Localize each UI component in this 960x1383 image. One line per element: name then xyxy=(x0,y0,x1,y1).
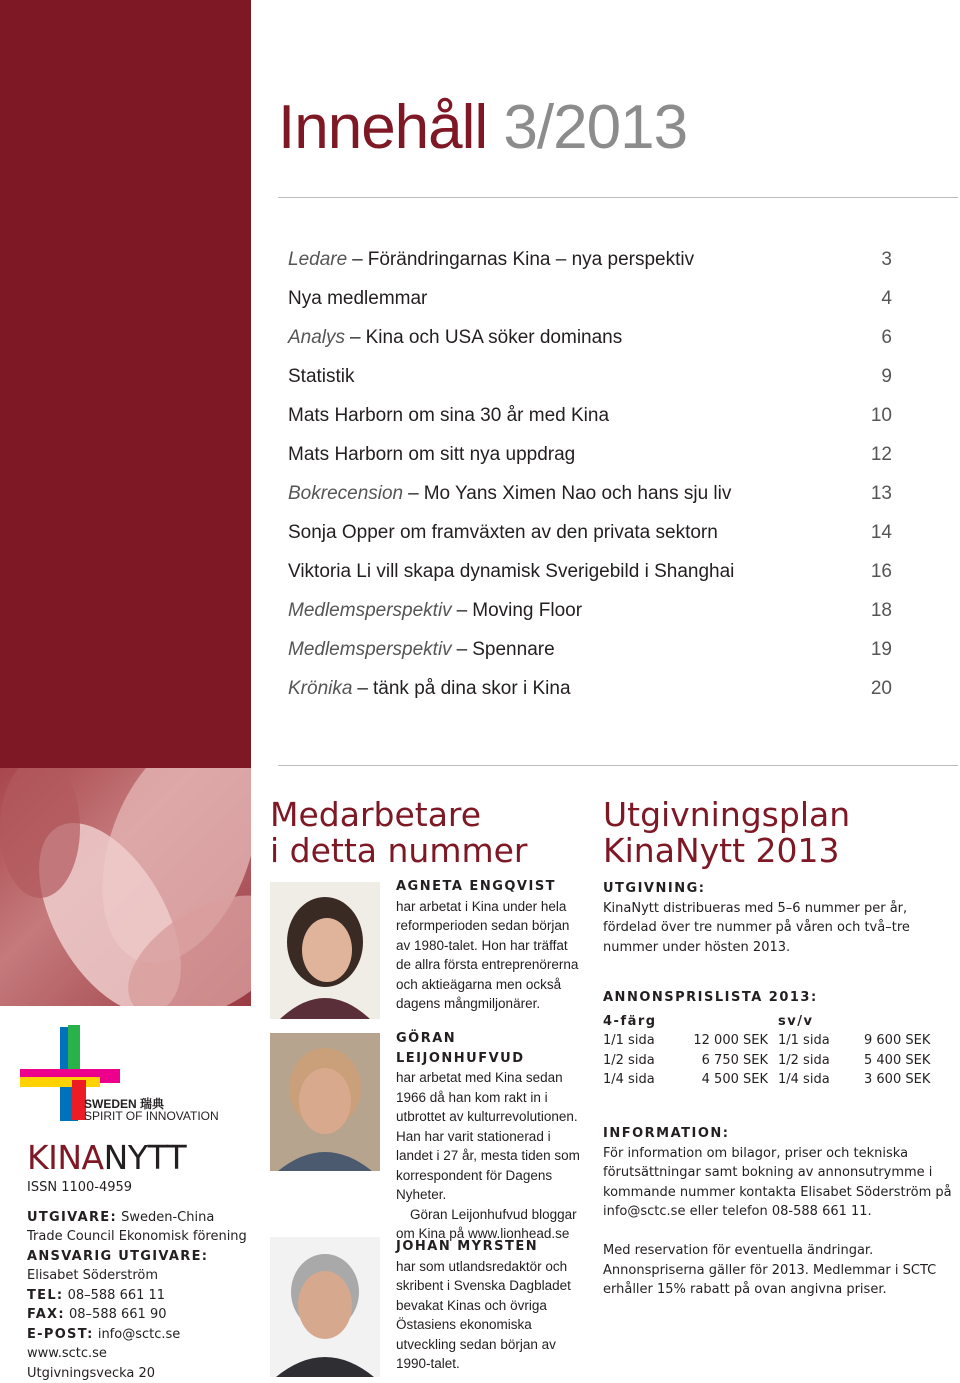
sweden-logo xyxy=(20,1025,250,1125)
person-name: GÖRAN LEIJONHUFVUD xyxy=(396,1031,525,1066)
toc-page-number: 10 xyxy=(870,404,892,426)
issn: ISSN 1100-4959 xyxy=(27,1180,133,1195)
toc-row xyxy=(288,240,892,279)
avatar-agneta xyxy=(270,882,380,1019)
utgivning-text: KinaNytt distribueras med 5–6 nummer per år, fördelad över tre nummer på våren och två–tre nummer under hösten 2013. xyxy=(603,900,910,955)
toc-page-number: 18 xyxy=(870,599,892,621)
toc-page-number: 4 xyxy=(881,287,892,309)
person-johan xyxy=(396,1237,581,1374)
toc-row xyxy=(288,396,892,435)
person-bio: har som utlandsredaktör och skribent i Svenska Dagbladet bevakat Kinas och övriga Östasiens ekonomiska utveckling sedan början av 1990-talet. xyxy=(396,1258,571,1371)
imprint xyxy=(27,1178,252,1383)
toc-row xyxy=(288,669,892,708)
toc-page-number: 20 xyxy=(870,677,892,699)
utgivning-block xyxy=(603,879,953,957)
website: www.sctc.se xyxy=(27,1346,107,1361)
toc-title: Mats Harborn om sitt nya uppdrag xyxy=(288,443,576,465)
toc-page-number: 16 xyxy=(870,560,892,582)
sidebar-color-band xyxy=(0,0,251,768)
reservation-block xyxy=(603,1241,953,1300)
price-list xyxy=(603,988,953,1090)
toc-title: Spennare xyxy=(472,638,555,660)
toc-category: Krönika xyxy=(288,677,353,699)
price-cell: 5 400 SEK xyxy=(864,1052,931,1068)
person-name: JOHAN MYRSTEN xyxy=(396,1239,539,1254)
ansvarig-label: ANSVARIG UTGIVARE: xyxy=(27,1248,209,1264)
toc-row xyxy=(288,513,892,552)
person-name: AGNETA ENGQVIST xyxy=(396,879,557,894)
kinanytt-part1: KINA xyxy=(27,1138,104,1177)
toc-row xyxy=(288,552,892,591)
toc-entry xyxy=(288,561,734,583)
utgivningsvecka: Utgivningsvecka 20 xyxy=(27,1365,156,1381)
toc-entry xyxy=(288,639,555,661)
toc-entry xyxy=(288,600,582,622)
toc-title: Nya medlemmar xyxy=(288,287,428,309)
toc-category: Ledare xyxy=(288,248,348,270)
price-cell: 3 600 SEK xyxy=(864,1072,931,1087)
toc-page-number: 19 xyxy=(870,638,892,660)
contributors-heading-line1: Medarbetare xyxy=(270,795,482,834)
toc-page-number: 3 xyxy=(881,248,892,270)
title-rule xyxy=(278,197,958,198)
title-issue: 3/2013 xyxy=(503,93,688,162)
table-of-contents xyxy=(288,240,892,708)
kinanytt-part2: NYTT xyxy=(103,1138,187,1177)
ansvarig: Elisabet Söderström xyxy=(27,1268,159,1283)
price-cell: 9 600 SEK xyxy=(864,1033,931,1048)
price-cell: 1/4 sida xyxy=(603,1072,655,1087)
toc-row xyxy=(288,591,892,630)
epost-label: E-POST: xyxy=(27,1326,94,1342)
toc-entry xyxy=(288,366,355,388)
plan-heading-line1: Utgivningsplan xyxy=(603,795,851,834)
person-bio: har arbetat i Kina under hela reformperioden sedan början av 1980-talet. Hon har träffat de allra första entreprenörerna och aktieägarna men också dagens mångmiljonärer. xyxy=(396,898,579,1011)
toc-title: Mo Yans Ximen Nao och hans sju liv xyxy=(423,482,732,504)
price-cell: 6 750 SEK xyxy=(701,1052,768,1068)
avatar-johan xyxy=(270,1237,380,1377)
toc-page-number: 12 xyxy=(870,443,892,465)
toc-row xyxy=(288,357,892,396)
epost: info@sctc.se xyxy=(97,1326,181,1342)
kinanytt-logo xyxy=(27,1138,186,1177)
title-main: Innehåll xyxy=(278,93,488,162)
toc-dash: – xyxy=(352,248,363,270)
utgivning-label: UTGIVNING: xyxy=(603,881,706,896)
info-label: INFORMATION: xyxy=(603,1126,730,1141)
toc-category: Medlemsperspektiv xyxy=(288,638,452,660)
toc-title: Mats Harborn om sina 30 år med Kina xyxy=(288,404,610,426)
toc-dash: – xyxy=(357,677,368,699)
toc-row xyxy=(288,630,892,669)
section-rule xyxy=(278,765,958,766)
toc-title: Viktoria Li vill skapa dynamisk Sverigebild i Shanghai xyxy=(288,560,735,582)
person-agneta xyxy=(396,877,581,1014)
toc-page-number: 9 xyxy=(881,365,892,387)
price-cell: 1/1 sida xyxy=(603,1033,655,1048)
person-goran xyxy=(396,1029,581,1244)
tel-label: TEL: xyxy=(27,1287,64,1303)
toc-dash: – xyxy=(456,638,468,660)
toc-page-number: 13 xyxy=(870,482,892,504)
toc-title: Sonja Opper om framväxten av den privata sektorn xyxy=(288,521,718,543)
toc-entry xyxy=(288,327,622,349)
logo-line1: SWEDEN 瑞典 xyxy=(84,1097,165,1111)
toc-title: Statistik xyxy=(288,365,355,387)
toc-category: Bokrecension xyxy=(288,482,404,504)
logo-line2: SPIRIT OF INNOVATION xyxy=(84,1109,219,1123)
toc-title: Moving Floor xyxy=(472,599,583,621)
avatar-goran xyxy=(270,1033,380,1171)
person-blog-note: Göran Leijonhufvud bloggar om Kina på www.lionhead.se xyxy=(396,1206,577,1241)
plan-heading-line2: KinaNytt 2013 xyxy=(603,831,840,870)
toc-page-number: 14 xyxy=(870,521,892,543)
contributors-heading-line2: i detta nummer xyxy=(270,831,528,870)
plan-heading xyxy=(603,797,850,869)
fax: 08–588 661 90 xyxy=(69,1307,167,1322)
price-cell: 1/2 sida xyxy=(778,1052,830,1068)
toc-dash: – xyxy=(408,482,419,504)
toc-category: Medlemsperspektiv xyxy=(288,599,452,621)
lotus-photo xyxy=(0,768,251,1006)
toc-row xyxy=(288,474,892,513)
price-col-head: sv/v xyxy=(778,1013,814,1029)
fax-label: FAX: xyxy=(27,1307,65,1322)
toc-dash: – xyxy=(350,326,361,348)
toc-title: Kina och USA söker dominans xyxy=(365,326,623,348)
price-cell: 1/1 sida xyxy=(778,1033,830,1048)
utgivare: Sweden-China Trade Council Ekonomisk förening xyxy=(27,1209,247,1244)
price-col-head: 4-färg xyxy=(603,1013,657,1029)
person-bio: har arbetat med Kina sedan 1966 då han kom rakt in i utbrottet av kulturrevolutionen. Han har varit stationerad i landet i 27 år, mesta tiden som korrespondent för Dagens Nyheter. xyxy=(396,1070,580,1202)
price-cell: 1/4 sida xyxy=(778,1072,830,1087)
toc-title: Förändringarnas Kina – nya perspektiv xyxy=(367,248,695,270)
toc-row xyxy=(288,435,892,474)
toc-row xyxy=(288,279,892,318)
toc-category: Analys xyxy=(288,326,346,348)
price-cell: 1/2 sida xyxy=(603,1052,655,1068)
toc-row xyxy=(288,318,892,357)
toc-title: tänk på dina skor i Kina xyxy=(373,677,571,699)
contributors-heading xyxy=(270,797,528,869)
info-text: För information om bilagor, priser och tekniska förutsättningar samt bokning av annonsutrymme i kommande nummer kontakta Elisabet Söderström på info@sctc.se eller telefon 08-588 661 11. xyxy=(603,1145,952,1219)
toc-entry xyxy=(288,444,575,466)
page-title xyxy=(278,92,687,163)
toc-entry xyxy=(288,678,571,700)
toc-entry xyxy=(288,405,609,427)
toc-entry xyxy=(288,522,718,544)
toc-entry xyxy=(288,249,694,271)
price-cell: 12 000 SEK xyxy=(693,1033,768,1048)
reservation-text: Med reservation för eventuella ändringar. Annonspriserna gäller för 2013. Medlemmar i SCTC erhåller 15% rabatt på ovan angivna priser. xyxy=(603,1243,937,1297)
price-list-label: ANNONSPRISLISTA 2013: xyxy=(603,990,818,1005)
toc-dash: – xyxy=(456,599,468,621)
toc-entry xyxy=(288,288,427,310)
tel: 08–588 661 11 xyxy=(67,1287,166,1303)
utgivare-label: UTGIVARE: xyxy=(27,1209,117,1225)
price-cell: 4 500 SEK xyxy=(701,1072,768,1087)
price-rows xyxy=(603,1031,953,1090)
info-block xyxy=(603,1124,953,1222)
price-grid xyxy=(603,1012,953,1032)
toc-page-number: 6 xyxy=(881,326,892,348)
toc-entry xyxy=(288,483,731,505)
